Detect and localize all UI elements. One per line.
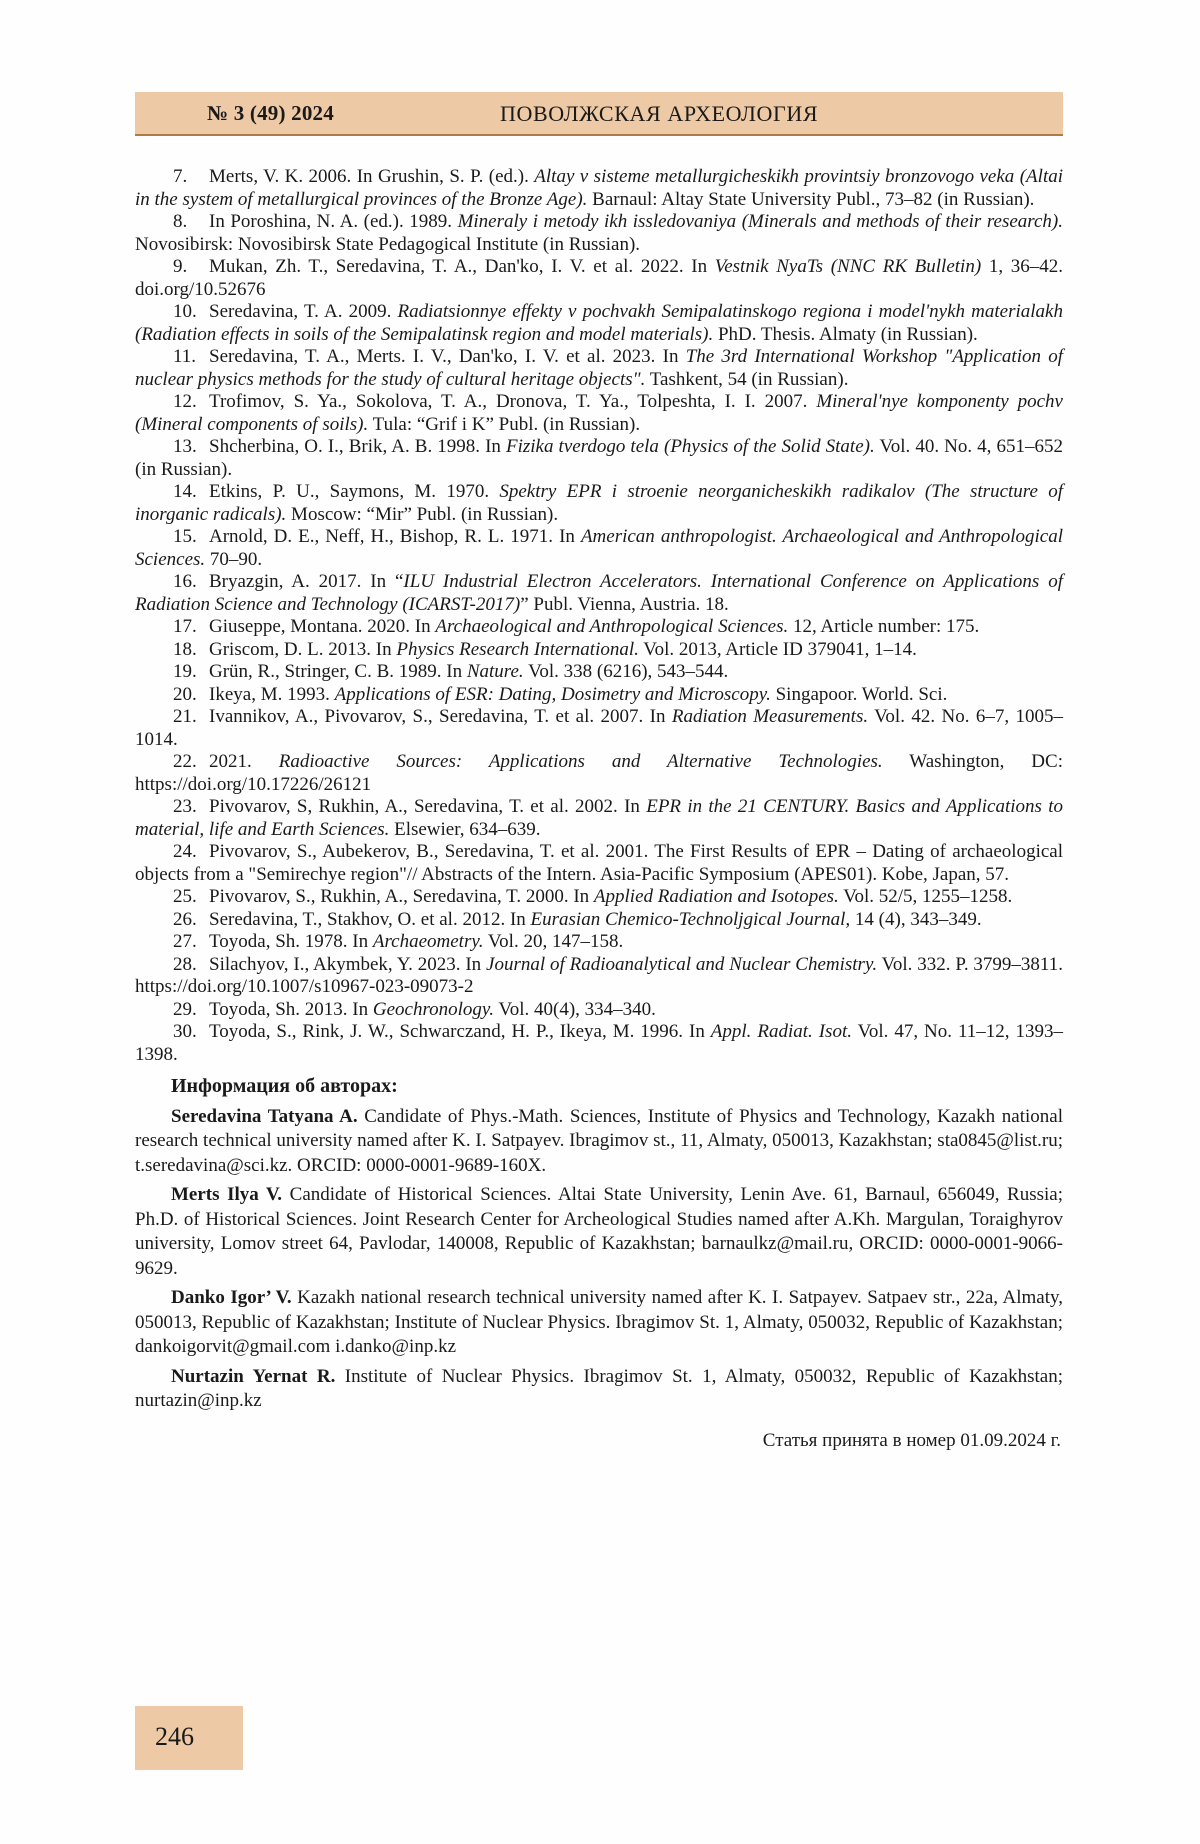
- reference-number: 27.: [173, 931, 209, 954]
- reference-text: Etkins, P. U., Saymons, M. 1970.: [209, 481, 499, 502]
- reference-number: 9.: [173, 256, 209, 279]
- reference-source-title: Applications of ESR: Dating, Dosimetry and Microscopy.: [335, 684, 771, 705]
- reference-source-title: Archaeometry.: [373, 931, 484, 952]
- reference-item: [135, 909, 1063, 932]
- reference-item: [135, 481, 1063, 526]
- reference-number: 21.: [173, 706, 209, 729]
- reference-item: [135, 661, 1063, 684]
- reference-source-title: Mineral'nye komponenty pochv (Mineral components of soils).: [135, 391, 1063, 435]
- reference-item: [135, 639, 1063, 662]
- reference-text: Seredavina, T. A., Merts. I. V., Dan'ko, I. V. et al. 2023. In: [209, 346, 686, 367]
- reference-source-title: Radioactive Sources: Applications and Alternative Technologies.: [279, 751, 883, 772]
- reference-text: Singapoor. World. Sci.: [771, 684, 948, 705]
- reference-text: Vol. 52/5, 1255–1258.: [839, 886, 1013, 907]
- reference-text: 1, 36–42. doi.org/10.52676: [135, 256, 1063, 300]
- reference-number: 28.: [173, 954, 209, 977]
- reference-source-title: Vestnik NyaTs (NNC RK Bulletin): [715, 256, 981, 277]
- reference-item: [135, 796, 1063, 841]
- reference-source-title: ILU Industrial Electron Accelerators. International Conference on Applications of Radiation Science and Technology (ICARST-2017): [135, 571, 1063, 615]
- reference-source-title: Altay v sisteme metallurgicheskikh provintsiy bronzovogo veka (Altai in the system of metallurgical provinces of the Bronze Age).: [135, 166, 1063, 210]
- reference-source-title: Appl. Radiat. Isot.: [711, 1021, 852, 1042]
- reference-source-title: Radiatsionnye effekty v pochvakh Semipalatinskogo regiona i model'nykh materialakh (Radiation effects in soils of the Semipalatinsk region and model materials).: [135, 301, 1063, 345]
- reference-text: In Poroshina, N. A. (ed.). 1989.: [209, 211, 458, 232]
- reference-source-title: Radiation Measurements.: [672, 706, 868, 727]
- reference-text: Moscow: “Mir” Publ. (in Russian).: [286, 504, 558, 525]
- reference-number: 16.: [173, 571, 209, 594]
- reference-item: [135, 999, 1063, 1022]
- reference-number: 8.: [173, 211, 209, 234]
- reference-source-title: Spektry EPR i stroenie neorganicheskikh radikalov (The structure of inorganic radicals).: [135, 481, 1063, 525]
- reference-item: [135, 391, 1063, 436]
- reference-item: [135, 526, 1063, 571]
- reference-text: Vol. 40(4), 334–340.: [494, 999, 656, 1020]
- reference-text: Toyoda, S., Rink, J. W., Schwarczand, H. P., Ikeya, M. 1996. In: [209, 1021, 711, 1042]
- reference-text: Bryazgin, A. 2017. In “: [209, 571, 403, 592]
- reference-text: Toyoda, Sh. 2013. In: [209, 999, 373, 1020]
- reference-item: [135, 301, 1063, 346]
- reference-text: Vol. 42. No. 6–7, 1005–1014.: [135, 706, 1063, 750]
- reference-source-title: Archaeological and Anthropological Sciences.: [435, 616, 788, 637]
- author-info: Kazakh national research technical university named after K. I. Satpayev. Satpaev str., 22a, Almaty, 050013, Republic of Kazakhstan; Institute of Nuclear Physics. Ibragimov St. 1, Almaty, 050032, Republic of Kazakhstan; dankoigorvit@gmail.com i.danko@inp.kz: [135, 1287, 1063, 1357]
- reference-number: 26.: [173, 909, 209, 932]
- reference-text: Merts, V. K. 2006. In Grushin, S. P. (ed.).: [209, 166, 534, 187]
- reference-number: 24.: [173, 841, 209, 864]
- reference-item: [135, 684, 1063, 707]
- reference-number: 18.: [173, 639, 209, 662]
- reference-text: Vol. 2013, Article ID 379041, 1–14.: [639, 639, 917, 660]
- reference-text: Arnold, D. E., Neff, H., Bishop, R. L. 1971. In: [209, 526, 581, 547]
- reference-item: [135, 616, 1063, 639]
- reference-text: Washington, DC: https://doi.org/10.17226/26121: [135, 751, 1063, 795]
- page-number: 246: [155, 1722, 194, 1752]
- reference-item: [135, 166, 1063, 211]
- reference-text: Griscom, D. L. 2013. In: [209, 639, 396, 660]
- reference-number: 17.: [173, 616, 209, 639]
- reference-source-title: Mineraly i metody ikh issledovaniya (Minerals and methods of their research).: [458, 211, 1063, 232]
- author-name: Danko Igor’ V.: [171, 1287, 292, 1308]
- reference-source-title: American anthropologist. Archaeological and Anthropological Sciences.: [135, 526, 1063, 570]
- reference-source-title: Geochronology.: [373, 999, 494, 1020]
- reference-item: [135, 256, 1063, 301]
- author-info: Candidate of Historical Sciences. Altai State University, Lenin Ave. 61, Barnaul, 656049, Russia; Ph.D. of Historical Sciences. Joint Research Center for Archeological Studies named after A.Kh. Margulan, Toraighyrov university, Lomov street 64, Pavlodar, 140008, Republic of Kazakhstan; barnaulkz@mail.ru, ORCID: 0000-0001-9066-9629.: [135, 1184, 1063, 1279]
- reference-text: Barnaul: Altay State University Publ., 73–82 (in Russian).: [587, 189, 1034, 210]
- reference-text: 2021.: [209, 751, 279, 772]
- reference-text: Tashkent, 54 (in Russian).: [645, 369, 848, 390]
- reference-number: 15.: [173, 526, 209, 549]
- reference-text: Trofimov, S. Ya., Sokolova, T. A., Dronova, T. Ya., Tolpeshta, I. I. 2007.: [209, 391, 816, 412]
- page-number-box: [135, 1706, 243, 1770]
- author-entry: [135, 1365, 1063, 1414]
- reference-number: 22.: [173, 751, 209, 774]
- reference-item: [135, 436, 1063, 481]
- reference-text: Novosibirsk: Novosibirsk State Pedagogical Institute (in Russian).: [135, 234, 640, 255]
- reference-number: 12.: [173, 391, 209, 414]
- reference-text: Silachyov, I., Akymbek, Y. 2023. In: [209, 954, 486, 975]
- reference-text: 12, Article number: 175.: [788, 616, 979, 637]
- reference-text: Vol. 338 (6216), 543–544.: [524, 661, 729, 682]
- reference-source-title: EPR in the 21 CENTURY. Basics and Applications to material, life and Earth Sciences.: [135, 796, 1063, 840]
- author-info: Candidate of Phys.-Math. Sciences, Institute of Physics and Technology, Kazakh national research technical university named after K. I. Satpayev. Ibragimov st., 11, Almaty, 050013, Kazakhstan; sta0845@list.ru; t.seredavina@sci.kz. ORCID: 0000-0001-9689-160X.: [135, 1106, 1063, 1176]
- reference-number: 20.: [173, 684, 209, 707]
- reference-text: Toyoda, Sh. 1978. In: [209, 931, 373, 952]
- reference-item: [135, 954, 1063, 999]
- reference-text: Ivannikov, A., Pivovarov, S., Seredavina, T. et al. 2007. In: [209, 706, 672, 727]
- reference-text: Shcherbina, O. I., Brik, A. B. 1998. In: [209, 436, 506, 457]
- reference-item: [135, 706, 1063, 751]
- reference-number: 30.: [173, 1021, 209, 1044]
- author-name: Nurtazin Yernat R.: [171, 1366, 335, 1387]
- authors-heading: Информация об авторах:: [171, 1075, 1063, 1098]
- author-entry: [135, 1286, 1063, 1360]
- issue-number: № 3 (49) 2024: [207, 101, 334, 126]
- reference-text: Grün, R., Stringer, C. B. 1989. In: [209, 661, 467, 682]
- reference-number: 10.: [173, 301, 209, 324]
- reference-source-title: Physics Research International.: [396, 639, 639, 660]
- reference-list: [135, 166, 1063, 1066]
- reference-number: 11.: [173, 346, 209, 369]
- reference-number: 23.: [173, 796, 209, 819]
- author-name: Merts Ilya V.: [171, 1184, 282, 1205]
- reference-number: 19.: [173, 661, 209, 684]
- reference-text: Giuseppe, Montana. 2020. In: [209, 616, 435, 637]
- reference-item: [135, 886, 1063, 909]
- reference-text: Mukan, Zh. T., Seredavina, T. A., Dan'ko, I. V. et al. 2022. In: [209, 256, 715, 277]
- reference-text: Pivovarov, S., Aubekerov, B., Seredavina, T. et al. 2001. The First Results of EPR – Dating of archaeological objects from a "Semirechye region"// Abstracts of the Intern. Asia-Pacific Symposium (APES01). Kobe, Japan, 57.: [135, 841, 1063, 885]
- reference-number: 14.: [173, 481, 209, 504]
- reference-text: Seredavina, T. A. 2009.: [209, 301, 397, 322]
- reference-text: 14 (4), 343–349.: [850, 909, 981, 930]
- reference-number: 13.: [173, 436, 209, 459]
- reference-text: Seredavina, T., Stakhov, O. et al. 2012. In: [209, 909, 531, 930]
- accepted-note: Статья принята в номер 01.09.2024 г.: [135, 1430, 1063, 1453]
- reference-text: Tula: “Grif i K” Publ. (in Russian).: [368, 414, 640, 435]
- reference-source-title: Nature.: [467, 661, 524, 682]
- author-entry: [135, 1183, 1063, 1281]
- reference-item: [135, 931, 1063, 954]
- reference-number: 29.: [173, 999, 209, 1022]
- reference-text: Pivovarov, S., Rukhin, A., Seredavina, T. 2000. In: [209, 886, 594, 907]
- reference-source-title: Applied Radiation and Isotopes.: [594, 886, 839, 907]
- reference-text: Vol. 20, 147–158.: [483, 931, 623, 952]
- reference-item: [135, 211, 1063, 256]
- reference-text: Ikeya, M. 1993.: [209, 684, 335, 705]
- reference-source-title: The 3rd International Workshop "Application of nuclear physics methods for the study of cultural heritage objects".: [135, 346, 1063, 390]
- reference-text: Vol. 40. No. 4, 651–652 (in Russian).: [135, 436, 1063, 480]
- reference-source-title: Fizika tverdogo tela (Physics of the Solid State).: [506, 436, 875, 457]
- reference-text: 70–90.: [205, 549, 262, 570]
- reference-text: Pivovarov, S, Rukhin, A., Seredavina, T. et al. 2002. In: [209, 796, 646, 817]
- author-info: Institute of Nuclear Physics. Ibragimov St. 1, Almaty, 050032, Republic of Kazakhstan; nurtazin@inp.kz: [135, 1366, 1063, 1412]
- author-name: Seredavina Tatyana A.: [171, 1106, 358, 1127]
- reference-text: Elsewier, 634–639.: [389, 819, 540, 840]
- reference-item: [135, 841, 1063, 886]
- running-header: [135, 92, 1063, 136]
- author-entry: [135, 1105, 1063, 1179]
- reference-number: 7.: [173, 166, 209, 189]
- reference-item: [135, 571, 1063, 616]
- reference-text: PhD. Thesis. Almaty (in Russian).: [713, 324, 978, 345]
- reference-source-title: Eurasian Chemico-Technoljgical Journal,: [531, 909, 851, 930]
- reference-text: ” Publ. Vienna, Austria. 18.: [520, 594, 729, 615]
- reference-item: [135, 346, 1063, 391]
- reference-source-title: Journal of Radioanalytical and Nuclear Chemistry.: [486, 954, 877, 975]
- reference-text: Vol. 47, No. 11–12, 1393–1398.: [135, 1021, 1063, 1065]
- reference-text: Vol. 332. P. 3799–3811. https://doi.org/10.1007/s10967-023-09073-2: [135, 954, 1063, 998]
- reference-number: 25.: [173, 886, 209, 909]
- reference-item: [135, 751, 1063, 796]
- author-list: [135, 1105, 1063, 1414]
- journal-title: ПОВОЛЖСКАЯ АРХЕОЛОГИЯ: [500, 101, 818, 127]
- page-content: [135, 166, 1063, 1452]
- reference-item: [135, 1021, 1063, 1066]
